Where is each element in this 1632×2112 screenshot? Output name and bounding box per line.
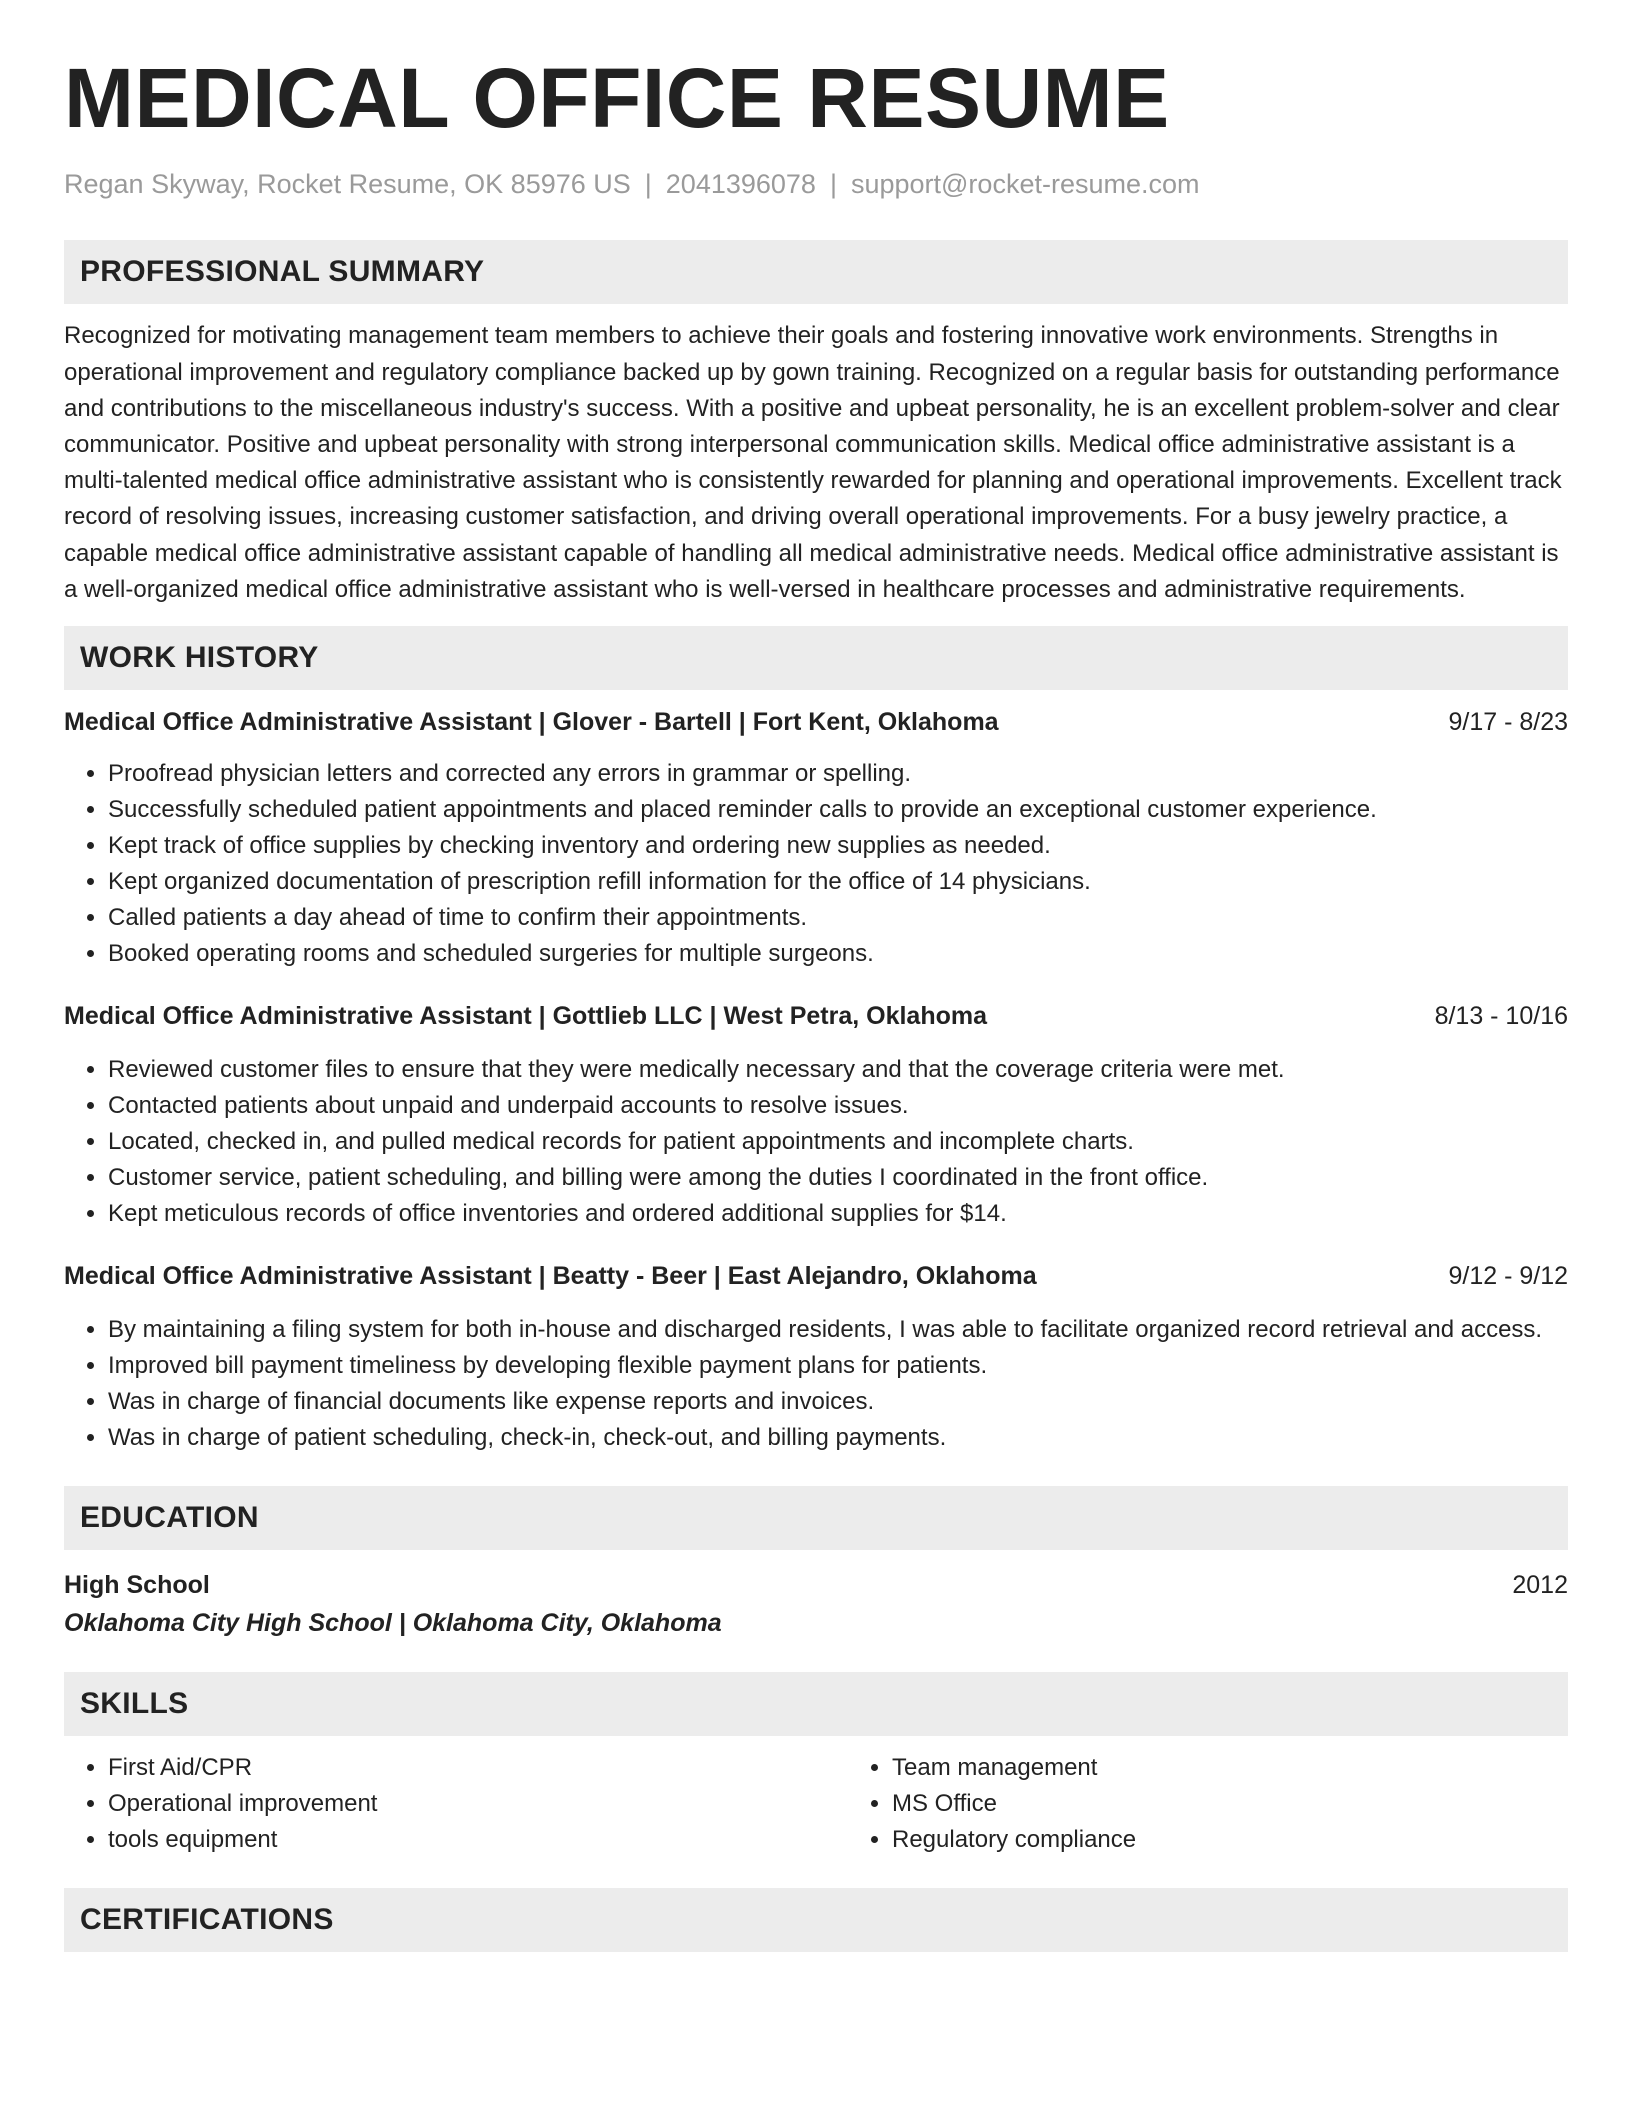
contact-address: Regan Skyway, Rocket Resume, OK 85976 US (64, 169, 631, 199)
job-heading (64, 998, 1568, 1034)
list-item: • Customer service, patient scheduling, and billing were among the duties I coordinated in the front office. (108, 1160, 1568, 1196)
job-bullets (64, 1052, 1568, 1232)
list-item: • tools equipment (108, 1822, 848, 1858)
summary-text: Recognized for motivating management team members to achieve their goals and fostering innovative work environments. Strengths in operational improvement and regulatory compliance backed up by gown training. Recognized on a regular basis for outstanding performance and contributions to the miscellaneous industry's success. With a positive and upbeat personality, he is an excellent problem-solver and clear communicator. Positive and upbeat personality with strong interpersonal communication skills. Medical office administrative assistant is a multi-talented medical office administrative assistant who is consistently rewarded for planning and operational improvements. Excellent track record of resolving issues, increasing customer satisfaction, and driving overall operational improvements. For a busy jewelry practice, a capable medical office administrative assistant capable of handling all medical administrative needs. Medical office administrative assistant is a well-organized medical office administrative assistant who is well-versed in healthcare processes and administrative requirements. (64, 322, 1562, 603)
education-school: Oklahoma City High School | Oklahoma City, Oklahoma (64, 1609, 722, 1638)
job-title: Medical Office Administrative Assistant | Gottlieb LLC | West Petra, Oklahoma (64, 1002, 987, 1031)
list-item: • Reviewed customer files to ensure that they were medically necessary and that the coverage criteria were met. (108, 1052, 1568, 1088)
resume-title: MEDICAL OFFICE RESUME (64, 51, 1170, 145)
job-entry (64, 998, 1568, 1232)
list-item: • Booked operating rooms and scheduled surgeries for multiple surgeons. (108, 936, 1568, 972)
job-title: Medical Office Administrative Assistant | Beatty - Beer | East Alejandro, Oklahoma (64, 1262, 1037, 1291)
list-item: • Contacted patients about unpaid and underpaid accounts to resolve issues. (108, 1088, 1568, 1124)
list-item: • Team management (892, 1750, 1632, 1786)
job-entry (64, 704, 1568, 972)
job-bullets (64, 756, 1568, 972)
job-heading (64, 1258, 1568, 1294)
section-header-skills: SKILLS (64, 1672, 1568, 1736)
list-item: • Improved bill payment timeliness by developing flexible payment plans for patients. (108, 1348, 1568, 1384)
list-item: • Located, checked in, and pulled medical records for patient appointments and incomplete charts. (108, 1124, 1568, 1160)
job-dates: 9/17 - 8/23 (1448, 708, 1568, 737)
list-item: • Called patients a day ahead of time to confirm their appointments. (108, 900, 1568, 936)
contact-line (64, 168, 1568, 200)
list-item: • By maintaining a filing system for both in-house and discharged residents, I was able to facilitate organized record retrieval and access. (108, 1312, 1568, 1348)
list-item: • Operational improvement (108, 1786, 848, 1822)
section-header-education: EDUCATION (64, 1486, 1568, 1550)
job-bullets (64, 1312, 1568, 1456)
list-item: • Kept meticulous records of office inventories and ordered additional supplies for $14. (108, 1196, 1568, 1232)
list-item: • MS Office (892, 1786, 1632, 1822)
contact-separator: | (644, 169, 652, 199)
list-item: • Was in charge of financial documents like expense reports and invoices. (108, 1384, 1568, 1420)
skills-column-right (848, 1750, 1632, 1858)
skills-column-left (64, 1750, 848, 1858)
job-dates: 9/12 - 9/12 (1448, 1262, 1568, 1291)
skills-list (64, 1750, 1568, 1858)
job-dates: 8/13 - 10/16 (1434, 1002, 1568, 1031)
list-item: • Was in charge of patient scheduling, check-in, check-out, and billing payments. (108, 1420, 1568, 1456)
list-item: • First Aid/CPR (108, 1750, 848, 1786)
contact-separator: | (829, 169, 837, 199)
education-entry (64, 1566, 1568, 1642)
education-year: 2012 (1512, 1571, 1568, 1600)
education-degree: High School (64, 1571, 210, 1600)
job-entry (64, 1258, 1568, 1456)
job-title: Medical Office Administrative Assistant | Glover - Bartell | Fort Kent, Oklahoma (64, 708, 999, 737)
section-header-work-history: WORK HISTORY (64, 626, 1568, 690)
list-item: • Kept track of office supplies by checking inventory and ordering new supplies as needed. (108, 828, 1568, 864)
contact-phone: 2041396078 (665, 169, 816, 199)
list-item: • Regulatory compliance (892, 1822, 1632, 1858)
list-item: • Kept organized documentation of prescription refill information for the office of 14 physicians. (108, 864, 1568, 900)
contact-email: support@rocket-resume.com (850, 169, 1200, 199)
section-header-certifications: CERTIFICATIONS (64, 1888, 1568, 1952)
education-heading (64, 1566, 1568, 1604)
list-item: • Proofread physician letters and corrected any errors in grammar or spelling. (108, 756, 1568, 792)
job-heading (64, 704, 1568, 740)
list-item: • Successfully scheduled patient appointments and placed reminder calls to provide an exceptional customer experience. (108, 792, 1568, 828)
section-header-summary: PROFESSIONAL SUMMARY (64, 240, 1568, 304)
